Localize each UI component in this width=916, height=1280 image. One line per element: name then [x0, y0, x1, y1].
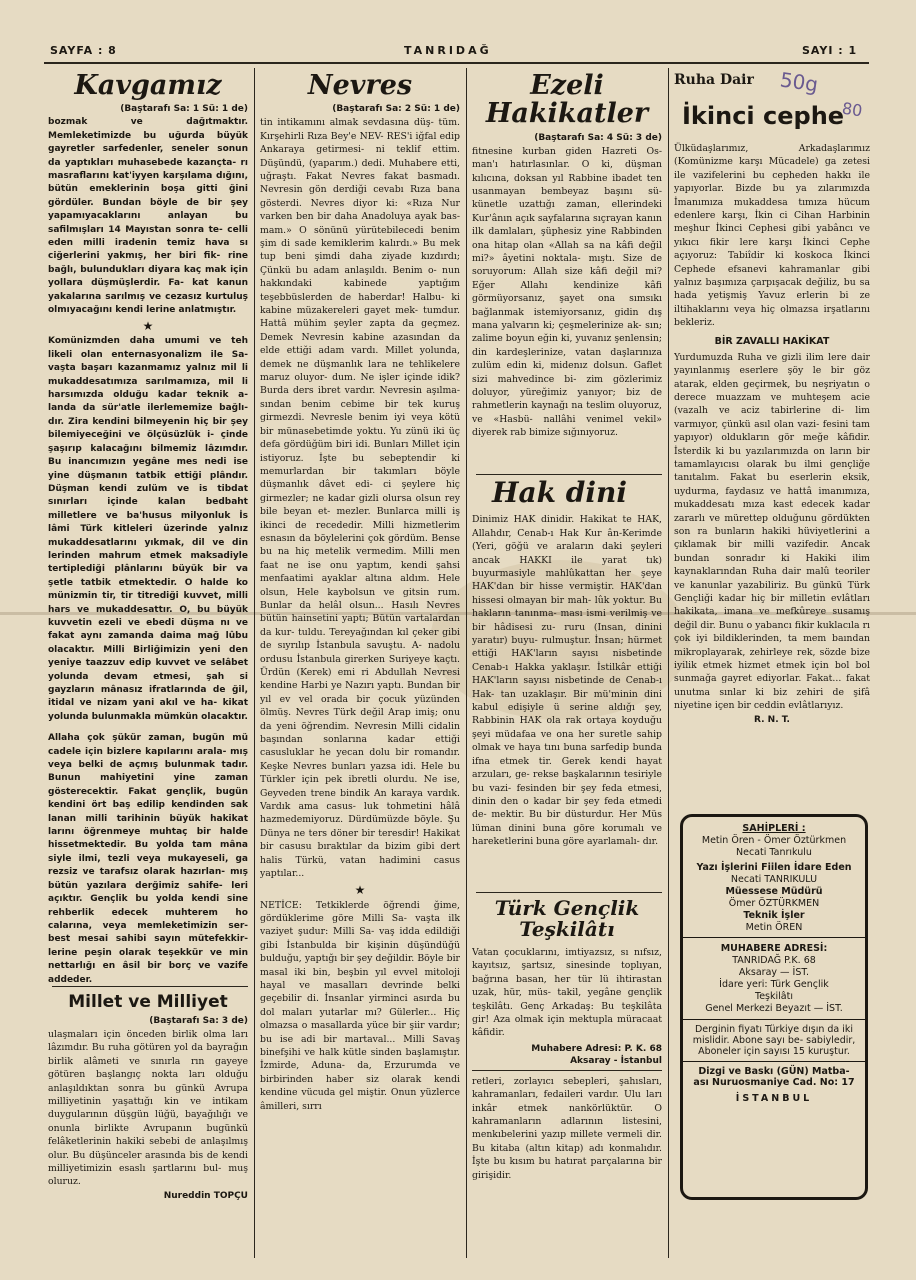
masthead-box [680, 814, 868, 1200]
author-signature: R. N. T. [754, 714, 790, 725]
article-title: Ezeli Hakikatler [485, 72, 649, 130]
article-hak-dini [472, 478, 662, 888]
newspaper-name: TANRIDAĞ [404, 44, 492, 57]
address-block [683, 937, 865, 1019]
continuation-note: (Baştarafı Sa: 3 de) [149, 1016, 248, 1026]
contact-city: Aksaray - İstanbul [570, 1055, 662, 1066]
article-body: tin intikamını almak sevdasına düş- tüm. Kırşehirli Rıza Bey'e NEV- RES'i iğfal edip Ankaraya getirmesi- ni teklif ettim. Düşündü, (yaparım.) dedi. Muhabere etti, uğraştı. Fakat Nevres fakat basmadı. Nevresin gön derdiği cevabı Rıza bana gösterdi. Nevres diyor ki: «Rıza Nur varken ben bir daha Anadoluya ayak bas- mam.» O sönünü yürütebilecedi benim şim di sade kemiklerim kalırdı.» Bu mek tup beni şimdi daha ziyade kızdırdı; Çünkü bu adam anlaşıldı. Benim o- nun hakkındaki kabinede yaptığım teşebbüslerden de haberdar! Halbu- ki kabine müzakereleri gayet mek- tumdur. Hattâ mühim şeyler zapta da geçmez. Demek Nevresin kabine azasından da elde ettiği adam vardı. Millet yolunda, demek ne düşmanlık lara ne tehlikelere maruz oluyor- dum. Ne işler içinde idik? Burda ders ibret vardır. Nevresin aşılma- sından benim cebime bir tek kuruş girmezdi. Nevresle benim iyi veya kötü bir münasebetimde yoktu. Yu zünü iki üç defa gördüğüm biri idi. Bunları Millet için istiyoruz. İşte bu sebeptendir ki memurlardan bir takımları böyle düşmanlık dâvet edi- ci şeylere hiç girmezler; ne kadar gizli olursa olsun rey bile beyan et- mezler. Bunlarca milli iş ikinci de recededir. Milli hizmetlerim esnasın da böylelerini çok gördüm. Bense bu na hiç metelik vermedim. Milli men faat ne ise onu yaptım, kendi şahsi menfaatimi ayaklar altına aldım. Hele olsun, Hele kaybolsun ve gitsin rum. Bunlar da helâl olsun... Hasılı Nevres bütün hainsetini yaptı; Bütün vartalardan da kur- tuldu. Tereyağından kıl çeker gibi de sıyrılıp İstanbula savuştu. A- nadolu ordusu İstanbula girerken Suriyeye kaçtı. Ürdün (Kerek) emi ri Abdullah Nevresi kendine Harbi ye Nazırı yaptı. Bundan bir yıl ev vel orada bir çocuk yüzünden ölmüş. Nevres Türk değil Arap imiş; onu da yeni öğrendim. Nevresin Milli cidalin başından sonlarına kadar ettiği casusluklar he yecan dolu bir romandır. Keşke Nevres bunları yazsa idi. Hele bu Türkler için pek ibretli olurdu. Ne ise, Geyveden trene bindik An karaya vardık. Vardık ama casus- luk tohmetini hâlâ hazmedemiyoruz. Dürdümüzde böyle. Şu Dünya ne ters döner bir teresdir! Hakikat bir casusu bıraktılar da bizim gibi dert halis Türkü, vatan hadimini casus yaptılar... [260, 117, 460, 880]
article-title: Hak dini [492, 478, 627, 509]
article-title: Türk Gençlik Teşkilâtı [494, 898, 640, 941]
separator-star: ★ [354, 882, 366, 897]
office-line: Genel Merkezi Beyazıt — İST. [705, 1003, 843, 1014]
article-subtitle: BİR ZAVALLI HAKİKAT [714, 335, 830, 347]
owners-label: SAHİPLERİ : [742, 823, 806, 834]
page-header [44, 40, 869, 58]
article-body: fitnesine kurban giden Hazreti Os- man'ı hatırlasınlar. O ki, düşman kılıcına, doksan yıl Rabbine ibadet ten usanmayan bembeyaz başını sü- künetle uzattığı zaman, ellerindeki Kur'ânın açık sayfalarına sıçrayan kanın ilk damlaları, şüphesiz yine Rabbinden ona hitap olan «Allah sa na kâfi değil mi?» âyetini noktala- mıştı. Size de soruyorum: Allah size kâfi değil mi? Eğer Allahı kendinize kâfi görmüyorsanız, şayet ona sımsıkı bağlanmak istemiyorsanız, gidin dış mana yalvarın ki; çeşmelerinize ak- sın; zalime boyun eğin ki, yuvanız şenlensin; din kardeşlerinize, vatan daşlarınıza zulüm edin ki, midenız dolsun. Gaflet sizi mahvedince bi- zim gözlerimiz doluyor, yüreğimiz yanıyor; biz de rahmetlerin kaynağı na teslim oluyoruz, ve «Hasbü- nallâhi venimel vekil» diyerek rab bimize sığınıyoruz. [472, 145, 662, 439]
separator-star: ★ [142, 319, 154, 334]
article-title: Nevres [307, 72, 413, 101]
article-millet-ve-milliyet [48, 992, 248, 1202]
article-title: Millet ve Milliyet [68, 992, 228, 1012]
issue-number: SAYI : 1 [802, 44, 858, 57]
column-rule [254, 68, 255, 1258]
address-label: MUHABERE ADRESİ: [720, 943, 828, 954]
header-rule [44, 62, 869, 64]
section-rule [476, 892, 662, 893]
article-body: Vatan çocuklarını, imtiyazsız, sı nıfsız, kayıtsız, şartsız, sinesinde toplıyan, bağrına basan, her tür lü ihtirastan uzak, hür, müs- takil, yegâne gençlik teşkilâtı. Genç Arkadaş: Bu teşkilâta gir! Aza olmak için mektupla müracaat kâfidir. [472, 947, 662, 1039]
owners-names: Metin Ören - Ömer Öztürkmen [701, 835, 847, 846]
section-rule [472, 1070, 662, 1071]
address-line: Aksaray — İST. [738, 967, 810, 978]
handwritten-note: 50g [778, 67, 820, 97]
office-line: Teşkilâtı [755, 991, 793, 1002]
article-body: bozmak ve dağıtmaktır. Memleketimizde bu uğurda büyük gayretler sarfedenler, seneler sonun da yaptıkları muhasebede kazançta- rı masraflarını kat'iyyen karşılama dığını, bütün emeklerinin boşa gitti ğini gördüler. Bundan böyle de bir şey yapamıyacaklarını anlayan bu safilmışları 14 Mayıstan sonra te- celli eden milli iradenin temiz hava sı ciğerlerini yakmış, her biri fik- rine bağlı, bulundukları diyara kaç mak için yollara düşmüşlerdir. Fa- kat kanun yakalarına sarılmış ve cezasız kurtuluş olmıyacağını kendi lerine anlatmıştır. [48, 117, 248, 316]
price-note: Derginin fiyatı Türkiye dışın da iki mislidir. Abone sayı be- sabiyledir, Aboneler için sayısı 15 kuruştur. [683, 1019, 865, 1061]
continuation-note: (Baştarafı Sa: 4 Sü: 3 de) [534, 132, 662, 143]
section-kicker: Ruha Dair [674, 72, 754, 88]
editor-label: Yazı İşlerini Fiilen İdare Eden [696, 862, 852, 873]
article-turk-genclik-teskilati [472, 898, 662, 1260]
article-ikinci-cephe [674, 72, 870, 802]
article-body: retleri, zorlayıcı sebepleri, şahısları, kahramanları, fedaileri vardır. Ulu ları inkâr etmek nankörlüktür. O kahramanların adlarının listesini, menkıbelerini yazıp millete vermeli dir. Bu kitaba (altın kitap) adı konmalıdır. İşte bu kısım bu hatırat parçalarına bir girişidir. [472, 1075, 662, 1181]
article-title: Kavgamız [74, 72, 222, 101]
continuation-note: (Baştarafı Sa: 1 Sü: 1 de) [120, 104, 248, 115]
article-body: Komünizmden daha umumi ve teh likeli olan enternasyonalizm ile Sa- vaşta başarı kazanmamız yalnız mil li mukaddesatımıza sarılmamıza, mil li harsımızda olduğu kadar teknik a- landa da sür'atle ilerlememize bağlı- dır. Zira kendini bilmeyenin hiç bir şey bilemiyeceğini ve ölçüsüzlük i- çinde şaşırıp kalacağını bilmemiz lâzımdır. Bu inancımızın yegâne mes nedi ise yine düşmanın tatbik ettiği plândır. Düşman kendi zulüm ve is tibdat sınırları içinde kalan bedbaht milletlere ve ba'husus milyonluk İs lâmi Türk kitleleri üzerinde yalnız mukaddesatlarını yıkmak, dil ve din lerinden mahrum etmek maksadiyle tertiplediği plânlarını büyük bir va şetle tatbik etmektedir. O halde ko münizmin tir, tir titrediği kuvvet, milli hars ve mukaddesattır. O, bu büyük kuvvetin ezeli ve ebedi düşma nı ve fakat aynı zamanda daima mağ lûbu olacaktır. Milli Birliğimizin yeni den yeniye taazzuv edip kuvvet ve selâbet yolunda devam etmesi, şah si gayzların mânasız ifratlarında de ğil, itidal ve nizam yani akıl ve ha- kikat yolunda bulunmakla mümkün olacaktır. [48, 336, 248, 722]
article-kavgamiz [48, 72, 248, 984]
section-rule [476, 474, 662, 475]
tech-name: Metin ÖREN [745, 922, 803, 933]
tech-label: Teknik İşler [743, 910, 805, 921]
article-body: ulaşmaları için önceden birlik olma ları lâzımdır. Bu ruha götüren yol da bayrağın birlik alâmeti ve sınırla rın gayeye götüren başlangıç nokta ları olduğu anlaşıldıktan sonra bu günkü Avrupa milliyetinin yaşattığı kin ve intikam duygularının düşgün lüğü, bayağılığı ve onunla birlikte Avrupanın bugünkü felâketlerinin hakiki sebebi de anlaşılmış olur. Bu düşünceler arasında bis de kendi milliyetimizin esaslı şartlarını bul- muş oluruz. [48, 1029, 248, 1188]
column-rule [668, 68, 669, 1258]
article-body: Dinimiz HAK dinidir. Hakikat te HAK, Allahdır, Cenab-ı Hak Kur ân-Kerimde (Yeri, göğü ve araların daki şeyleri ancak HAKKI ile yarat tık) buyurmasiyle mahlûkattan her şeye HAK'dan bir hisse vermiştir. HAK'dan hissesi olmayan bir mah- lûk yoktur. Bu hakların tanınma- ması ismi verilmiş ve bir hâdisesi zu- ruru (Insan, dinini yaratır) buyu- rulmuştur. İnsan; hürmet ettiği HAK'ların sayısı nisbetinde Cenab-ı Hakka yaklaşır. İstilkâr ettiği HAK'ların sayısı nisbetinde de Cenab-ı Hak- tan uzaklaşır. Bir mü'minin dini kabul edişiyle ü serine aldığı şey, Rabbinin HAK ola rak ortaya koyduğu şeyi müdafaa ve ona her suretle sahip olmak ve haya tını buna sarfedip bunda ifna etmek tir. Gerek kendi hayat arzuları, ge- rekse başkalarının tesiriyle bu vazi- fesinden bir şey feda etmesi, dinin den o kadar bir şey feda etmedi de- mektir. Bu bir düsturdur. Her Müs lüman dinini buna göre korumalı ve hareketlerini buna göre ayarlamalı- dır. [472, 514, 662, 848]
column-rule [466, 68, 467, 1258]
article-body: Ülküdaşlarımız, Arkadaşlarımız (Komünizme karşı Mücadele) ga zetesi ile vazifelerini bu cepheden hakkı ile yapıyorlar. Bizde bu ya zılarımızda İmanımıza mukaddesa tımıza hücum edenlere karşı, İkin ci Cihan Harbinin meşhur İkinci Cephesi gibi yabâncı ve yıkıcı fikir lere karşı İkinci Cephe açıyoruz: Tabiîdir ki koskoca İkinci Cephede efsanevi kahramanlar gibi yalnız başımıza çarpışacak değiliz, bu sa hada yetişmiş Yavuz erlerin bi ze iltihaklarını veya hiç olmazsa irşatlarını bekleriz. [674, 143, 870, 329]
printer-info: Dizgi ve Baskı (GÜN) Matba- ası Nuruosmaniye Cad. No: 17 [683, 1061, 865, 1092]
director-name: Ömer ÖZTÜRKMEN [728, 898, 820, 909]
article-ezeli-hakikatler [472, 72, 662, 470]
article-title: İkinci cephe [682, 102, 845, 130]
article-body: Allaha çok şükür zaman, bugün mü cadele için bizlere kapılarını arala- mış veya belki de açmış bulunmak tadır. Bunun mahiyetini yine zaman gösterecektir. Fakat gençlik, bugün kendini ört baş edilip kendinden sak lanan milli tarihinin büyük hakikat larını öğrenmeye muhtaç bir halde hissetmektedir. Bu yolda tam mâna siyle ilmi, tezli veya mukayeseli, ga rezsiz ve tarafsız olarak hazırlan- mış bütün yazılara derğimiz sahife- leri açıktır. Gençlik bu yolda kendi sine rehberlik edecek muhterem ho calarına, veya memleketimizin ser- best mesai sahibi sayın mütefekkir- lerine peşin olarak teşekkür ve min nettarlığı en âsil bir borç ve vazife addeder. [48, 733, 248, 984]
article-nevres [260, 72, 460, 1262]
continuation-note: (Baştarafı Sa: 2 Sü: 1 de) [332, 104, 460, 115]
handwritten-number: 80 [840, 98, 864, 121]
contact-address: Muhabere Adresi: P. K. 68 [531, 1043, 662, 1054]
page-number: SAYFA : 8 [50, 44, 117, 57]
author-signature: Nureddin TOPÇU [163, 1190, 248, 1201]
article-body: Yurdumuzda Ruha ve gizli ilim lere dair yayınlanmış eserlere şöy le bir göz atarak, elden geçirmek, bu neşriyatın o derece muazzam ve muhteşem acie (vazalh ve aciz tabirlerine di- lim varmıyor, çünkü asıl olan vazi- fesini tam yapıyor) oldukların gör meğe kâfidir. İsterdik ki bu yazılarımızda on ların bir tamamlayıcısı olarak bu ilmi gençliğe tanıtalım. Fakat bu eserlerin eksik, uydurma, faydasız ve hattâ imanımıza, mukaddesatı mıza kast edecek kadar zararlı ve mürettep olduğunu gördükten son ra bunların hakiki hüviyetlerini a çıklamak bir milli vazifedir. Ancak bundan sonradır ki Hakiki ilim kaynaklarından Ruha dair malû teoriler ve kanunlar yazabiliriz. Bu günkü Türk Gençliği kadar hiç bir milletin evlâtları hakikata, imana ve mefkûreye susamış değil dir. Bunu o yabancı fikir kuklacıla rı çok iyi bildiklerinden, ta mem baından mikroplayarak, zehirleye rek, sözde bize iyilik etmek hizmet etmek için bol bol sunmağa gayret ediyorlar. Fakat... fakat unutma sınlar ki biz zehiri de şifâ niyetine içen bir ceddin evlâtlarıyız. [674, 351, 870, 712]
printer-city: İSTANBUL [735, 1093, 813, 1104]
editor-name: Necati TANRIKULU [730, 874, 818, 885]
section-rule [52, 986, 248, 987]
director-label: Müessese Müdürü [725, 886, 823, 897]
office-line: İdare yeri: Türk Gençlik [719, 979, 829, 990]
address-line: TANRIDAĞ P.K. 68 [732, 955, 816, 966]
article-body: NETİCE: Tetkiklerde öğrendi ğime, gördüklerime göre Milli Sa- vaşta ilk vaziyet şudur: Milli Sa- vaş idda edildiği gibi İstanbulda bir kişinin düşündüğü bulduğu, yaptığı bir şey değildir. Böyle bir masal iki bin, beşbin yıl evvel mitoloji hayal ve masalları devrinde belki geçebilir di. İnsanlar yirminci asırda bu dol maları yutarlar mı? Gülerler... Hiç olmazsa o masallarda yüce bir şiir vardır; bu ise adi bir martaval... Milli Savaş binefşihi ve halk kütle sinden başlamıştır. İzmirde, Aduna- da, Erzurumda ve birbirinden haber siz olarak kendi kendine vücuda gel miştir. Onun yüzlerce âmilleri, sırrı [260, 899, 460, 1112]
owners-names: Necati Tanrıkulu [736, 847, 812, 858]
